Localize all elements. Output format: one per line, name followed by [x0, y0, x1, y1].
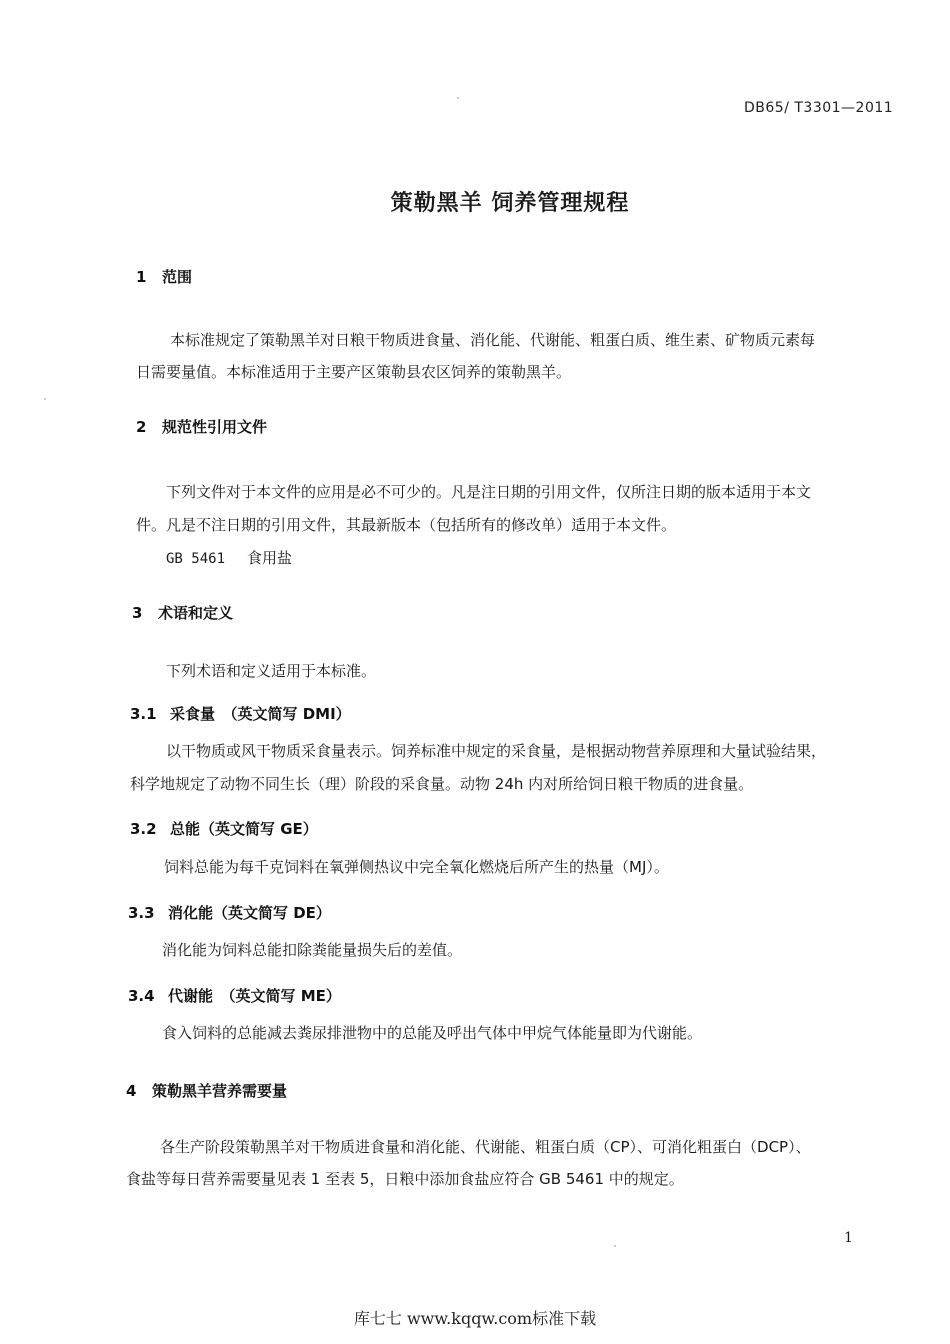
subsection-title: 消化能（英文简写 DE） — [168, 904, 331, 922]
subsection-3-1-line-2: 科学地规定了动物不同生长（理）阶段的采食量。动物 24h 内对所给饲日粮干物质的进食量。 — [130, 775, 754, 793]
section-1-paragraph-line-2: 日需要量值。本标准适用于主要产区策勒县农区饲养的策勒黑羊。 — [136, 363, 572, 381]
subsection-number: 3.2 — [130, 820, 157, 838]
subsection-number: 3.3 — [128, 904, 155, 922]
document-title: 策勒黑羊 饲养管理规程 — [390, 191, 630, 216]
section-title: 策勒黑羊营养需要量 — [152, 1082, 288, 1100]
reference-code: GB 5461 — [166, 551, 226, 567]
section-2-paragraph-line-1: 下列文件对于本文件的应用是必不可少的。凡是注日期的引用文件，仅所注日期的版本适用于本文 — [166, 483, 812, 501]
subsection-title: 代谢能 （英文简写 ME） — [168, 987, 341, 1005]
section-title: 术语和定义 — [158, 604, 234, 622]
scan-speck — [44, 398, 46, 400]
scan-speck — [457, 97, 459, 99]
reference-title: 食用盐 — [247, 549, 293, 567]
subsection-title: 采食量 （英文简写 DMI） — [170, 705, 351, 723]
subsection-3-2-heading — [130, 818, 318, 839]
section-number: 3 — [132, 604, 143, 622]
section-2-paragraph-line-2: 件。凡是不注日期的引用文件，其最新版本（包括所有的修改单）适用于本文件。 — [136, 516, 677, 534]
section-4-line-1: 各生产阶段策勒黑羊对干物质进食量和消化能、代谢能、粗蛋白质（CP）、可消化粗蛋白（DCP）、 — [160, 1138, 811, 1156]
section-4-heading — [126, 1080, 287, 1101]
normative-reference — [166, 547, 292, 568]
standard-code: DB65/ T3301—2011 — [744, 100, 894, 116]
section-number: 2 — [136, 418, 147, 436]
subsection-3-1-line-1: 以干物质或风干物质采食量表示。饲养标准中规定的采食量，是根据动物营养原理和大量试验结果， — [166, 742, 827, 760]
section-3-heading — [132, 602, 233, 623]
section-title: 规范性引用文件 — [162, 418, 268, 436]
subsection-3-3-line-1: 消化能为饲料总能扣除粪能量损失后的差值。 — [162, 941, 463, 959]
section-3-intro: 下列术语和定义适用于本标准。 — [166, 662, 377, 680]
subsection-number: 3.4 — [128, 987, 155, 1005]
subsection-3-2-line-1: 饲料总能为每千克饲料在氧弹侧热议中完全氧化燃烧后所产生的热量（MJ）。 — [164, 858, 669, 876]
section-2-heading — [136, 416, 267, 437]
page-number: 1 — [844, 1230, 853, 1246]
footer-watermark: 库七七 www.kqqw.com标准下载 — [353, 1309, 597, 1328]
subsection-title: 总能（英文简写 GE） — [170, 820, 318, 838]
section-1-paragraph-line-1: 本标准规定了策勒黑羊对日粮干物质进食量、消化能、代谢能、粗蛋白质、维生素、矿物质元素每 — [170, 331, 816, 349]
section-4-line-2: 食盐等每日营养需要量见表 1 至表 5，日粮中添加食盐应符合 GB 5461 中的规定。 — [126, 1170, 684, 1188]
section-1-heading — [136, 266, 192, 287]
subsection-number: 3.1 — [130, 705, 157, 723]
scan-speck — [614, 1245, 616, 1247]
section-number: 4 — [126, 1082, 137, 1100]
subsection-3-4-line-1: 食入饲料的总能减去粪尿排泄物中的总能及呼出气体中甲烷气体能量即为代谢能。 — [162, 1024, 703, 1042]
section-number: 1 — [136, 268, 147, 286]
subsection-3-3-heading — [128, 902, 331, 923]
section-title: 范围 — [162, 268, 193, 286]
subsection-3-4-heading — [128, 985, 341, 1006]
subsection-3-1-heading — [130, 703, 351, 724]
